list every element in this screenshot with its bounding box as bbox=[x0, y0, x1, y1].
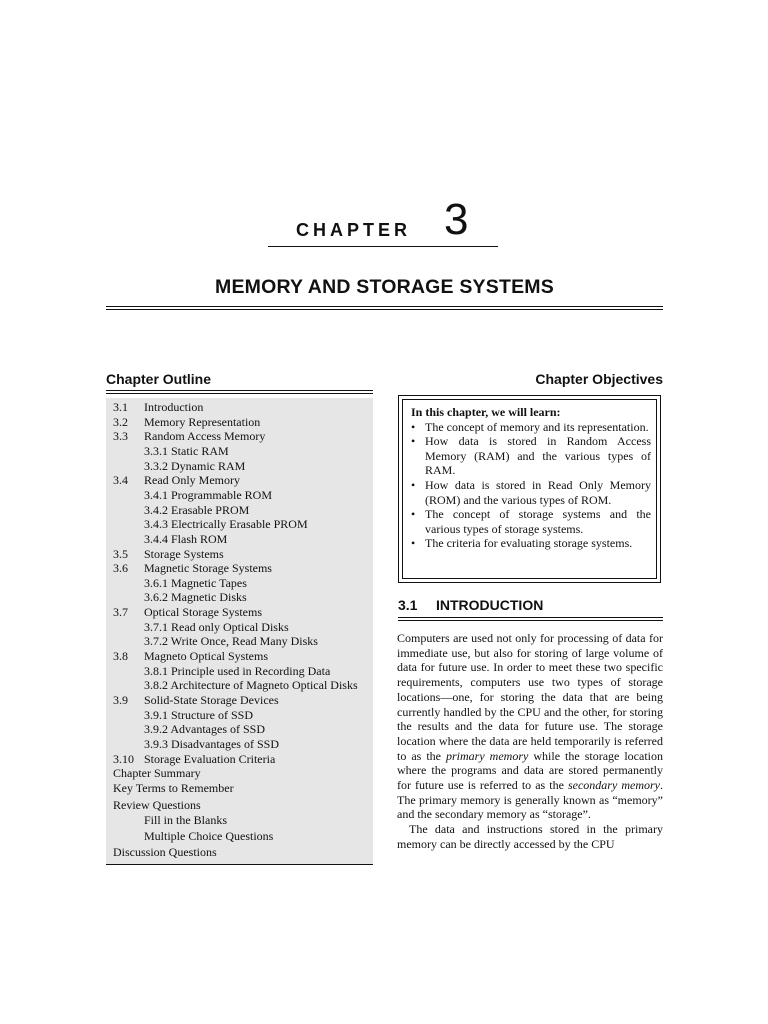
outline-item bbox=[113, 649, 268, 663]
outline-item bbox=[113, 766, 201, 780]
objective-item bbox=[411, 536, 651, 551]
outline-item bbox=[113, 845, 217, 859]
chapter-objectives-heading: Chapter Objectives bbox=[535, 371, 663, 387]
bullet-icon: • bbox=[411, 536, 416, 551]
outline-item bbox=[113, 752, 275, 766]
bullet-icon: • bbox=[411, 419, 416, 434]
outline-item-text: 3.4.3 Electrically Erasable PROM bbox=[144, 517, 308, 532]
text-run: while the storage location where the programs and data are stored permanently for future use is referred to as the bbox=[397, 748, 663, 793]
objective-item bbox=[411, 420, 651, 435]
chapter-outline-heading: Chapter Outline bbox=[106, 371, 212, 387]
outline-item-text: 3.6.1 Magnetic Tapes bbox=[144, 575, 247, 590]
paragraph bbox=[397, 631, 663, 822]
outline-item-text: 3.6.2 Magnetic Disks bbox=[144, 590, 247, 605]
outline-item-text: Multiple Choice Questions bbox=[144, 828, 274, 843]
outline-item-text: 3.3.2 Dynamic RAM bbox=[144, 458, 246, 473]
outline-item bbox=[144, 634, 318, 648]
outline-item bbox=[113, 547, 224, 561]
outline-item-text: Key Terms to Remember bbox=[113, 780, 234, 795]
outline-item-number: 3.4 bbox=[113, 473, 128, 488]
objective-text: The concept of storage systems and the various types of storage systems. bbox=[425, 507, 651, 536]
outline-item bbox=[144, 576, 247, 590]
outline-item bbox=[144, 532, 227, 546]
bullet-icon: • bbox=[411, 434, 416, 449]
outline-item bbox=[113, 473, 240, 487]
text-run: Computers are used not only for processing of data for immediate use, but also for storing of large volume of data for future use. In order to meet these two specific requirements, computers use two types of storage locations—one, for storing the data that are being currently handled by the CPU and the other, for storing the results and the data for future use. The storage location where the data are held temporarily is referred to as the bbox=[397, 631, 663, 763]
outline-item-text: 3.4.4 Flash ROM bbox=[144, 531, 228, 546]
outline-item bbox=[144, 459, 245, 473]
outline-item-text: Solid-State Storage Devices bbox=[144, 693, 279, 707]
outline-item bbox=[144, 813, 227, 827]
section-number: 3.1 bbox=[398, 597, 418, 613]
outline-item bbox=[144, 590, 247, 604]
outline-item bbox=[113, 400, 203, 414]
outline-item-text: Magneto Optical Systems bbox=[144, 649, 268, 664]
outline-item-text: 3.7.1 Read only Optical Disks bbox=[144, 619, 289, 634]
introduction-body bbox=[397, 631, 663, 852]
objective-item bbox=[411, 507, 651, 536]
chapter-header bbox=[268, 196, 498, 248]
outline-item-number: 3.7 bbox=[113, 605, 128, 620]
objective-text: How data is stored in Read Only Memory (ROM) and the various types of ROM. bbox=[425, 477, 651, 507]
outline-item-number: 3.3 bbox=[113, 429, 128, 444]
outline-item bbox=[113, 781, 234, 795]
objective-item bbox=[411, 434, 651, 478]
outline-item-text: Storage Evaluation Criteria bbox=[144, 751, 276, 766]
intro-double-rule bbox=[398, 617, 663, 621]
title-double-rule bbox=[106, 306, 663, 310]
outline-item-text: Random Access Memory bbox=[144, 429, 266, 444]
outline-item bbox=[113, 605, 262, 619]
emphasis-secondary-memory: secondary memory bbox=[567, 778, 660, 793]
outline-item bbox=[144, 503, 249, 517]
objectives-inner-border bbox=[402, 399, 657, 579]
outline-item bbox=[144, 722, 265, 736]
outline-item-number: 3.1 bbox=[113, 400, 128, 414]
outline-item-text: Optical Storage Systems bbox=[144, 605, 262, 620]
outline-item bbox=[144, 444, 229, 458]
outline-item-text: Read Only Memory bbox=[144, 473, 240, 488]
outline-item bbox=[113, 693, 279, 707]
outline-item-text: Fill in the Blanks bbox=[144, 813, 228, 828]
outline-item bbox=[113, 415, 260, 429]
outline-item-text: 3.9.2 Advantages of SSD bbox=[144, 722, 265, 737]
outline-item-text: 3.7.2 Write Once, Read Many Disks bbox=[144, 634, 318, 649]
outline-item-number: 3.10 bbox=[113, 751, 134, 766]
outline-item-text: Chapter Summary bbox=[113, 766, 201, 781]
outline-item-number: 3.9 bbox=[113, 693, 128, 707]
chapter-label: CHAPTER bbox=[296, 220, 412, 240]
paragraph: The data and instructions stored in the primary memory can be directly accessed by the CPU bbox=[397, 822, 663, 851]
emphasis-primary-memory: primary memory bbox=[446, 748, 529, 763]
outline-item-number: 3.5 bbox=[113, 546, 128, 561]
chapter-number: 3 bbox=[444, 195, 469, 244]
chapter-outline-box bbox=[106, 398, 373, 865]
outline-item bbox=[144, 737, 279, 751]
outline-item-text: 3.4.1 Programmable ROM bbox=[144, 487, 272, 502]
outline-item-text: Storage Systems bbox=[144, 546, 224, 561]
objective-item bbox=[411, 478, 651, 507]
outline-item-text: Magnetic Storage Systems bbox=[144, 561, 272, 576]
outline-item-text: Memory Representation bbox=[144, 414, 261, 429]
outline-item bbox=[144, 620, 289, 634]
bullet-icon: • bbox=[411, 507, 416, 522]
outline-item bbox=[113, 798, 201, 812]
outline-item bbox=[144, 708, 253, 722]
outline-item-text: Discussion Questions bbox=[113, 844, 217, 859]
outline-item bbox=[113, 561, 272, 575]
outline-item bbox=[113, 429, 265, 443]
outline-item bbox=[144, 664, 330, 678]
outline-item-number: 3.6 bbox=[113, 561, 128, 576]
chapter-objectives-box bbox=[398, 395, 661, 583]
outline-item-text: 3.4.2 Erasable PROM bbox=[144, 502, 250, 517]
outline-item-text: 3.8.2 Architecture of Magneto Optical Disks bbox=[144, 678, 358, 693]
outline-item-text: 3.3.1 Static RAM bbox=[144, 443, 229, 458]
bullet-icon: • bbox=[411, 477, 416, 492]
text-run: . The primary memory is generally known as “memory” and the secondary memory as “storage”. bbox=[397, 778, 663, 822]
objectives-intro: In this chapter, we will learn: bbox=[411, 405, 561, 419]
section-title: INTRODUCTION bbox=[436, 597, 544, 613]
objectives-list bbox=[411, 420, 651, 551]
chapter-title: MEMORY AND STORAGE SYSTEMS bbox=[215, 276, 554, 298]
outline-item-number: 3.2 bbox=[113, 414, 128, 429]
objectives-content bbox=[411, 405, 651, 551]
objective-text: The criteria for evaluating storage systems. bbox=[425, 536, 633, 551]
outline-item-number: 3.8 bbox=[113, 649, 128, 664]
chapter-underline bbox=[268, 246, 498, 247]
section-heading-introduction bbox=[398, 597, 543, 613]
outline-double-rule bbox=[106, 390, 373, 394]
objective-text: How data is stored in Random Access Memory (RAM) and the various types of RAM. bbox=[425, 434, 651, 478]
outline-item-text: 3.8.1 Principle used in Recording Data bbox=[144, 663, 331, 678]
outline-item-text: 3.9.1 Structure of SSD bbox=[144, 707, 253, 722]
outline-item bbox=[144, 829, 273, 843]
outline-item-text: 3.9.3 Disadvantages of SSD bbox=[144, 736, 279, 751]
objective-text: The concept of memory and its representation. bbox=[425, 419, 649, 434]
outline-item-text: Review Questions bbox=[113, 797, 201, 812]
outline-item bbox=[144, 488, 272, 502]
outline-item bbox=[144, 678, 358, 692]
outline-item-text: Introduction bbox=[144, 400, 204, 414]
outline-item bbox=[144, 517, 308, 531]
